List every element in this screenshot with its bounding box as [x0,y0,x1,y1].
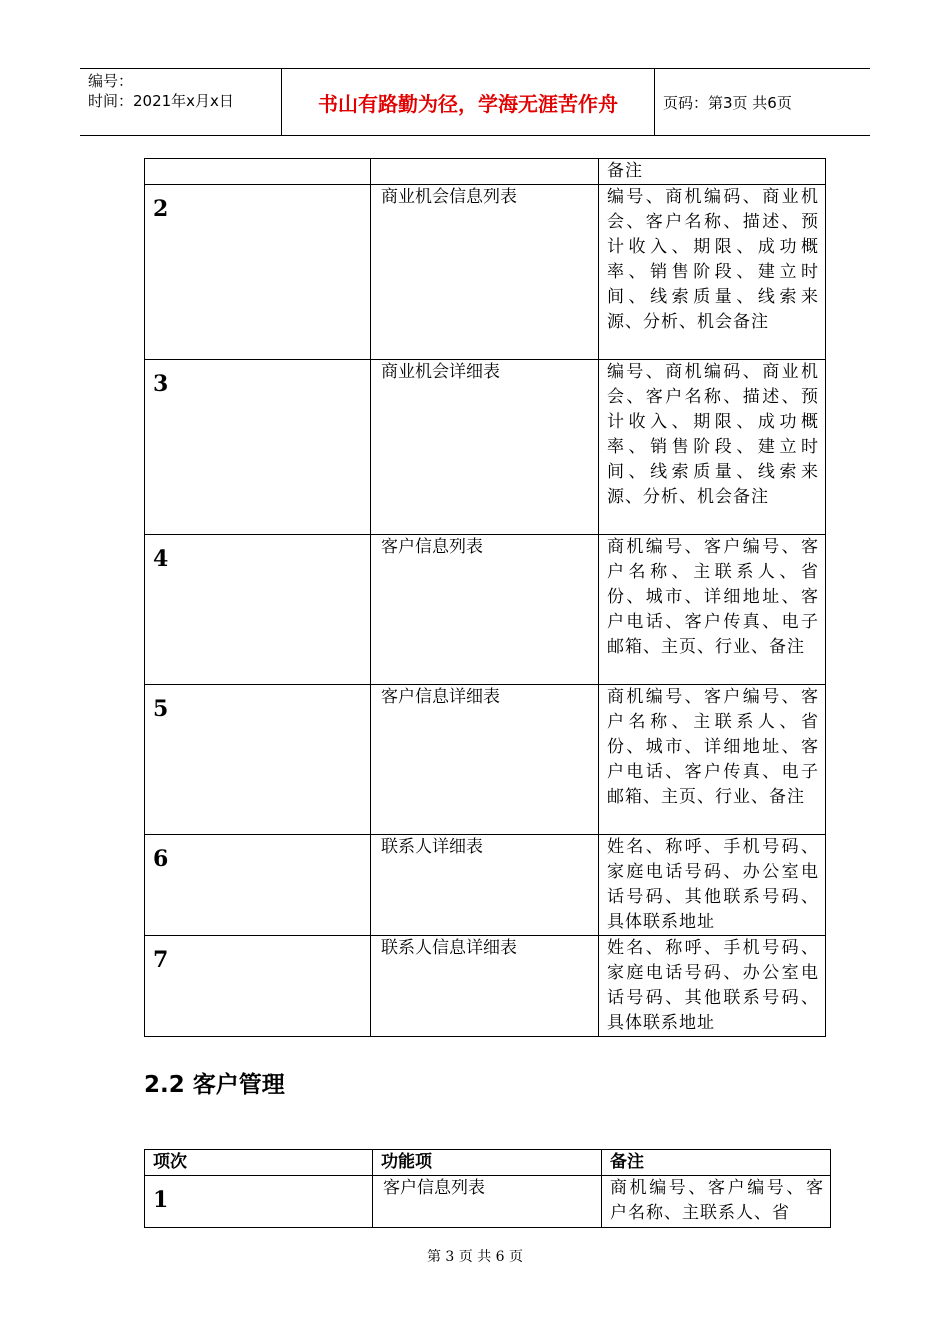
row-number: 6 [145,835,371,936]
table-row [145,1176,831,1228]
table-row [145,535,826,685]
column-header-item: 项次 [145,1150,373,1176]
page-footer: 第 3 页 共 6 页 [426,1249,524,1265]
row-function: 客户信息详细表 [371,685,599,835]
table-row [145,159,826,185]
row-number: 5 [145,685,371,835]
row-number: 1 [145,1176,373,1228]
table-header-row [145,1150,831,1176]
column-header-function: 功能项 [373,1150,602,1176]
header-number: 编号： [88,72,134,90]
row-function: 商业机会详细表 [371,360,599,535]
header-page-number: 页码：第3页 共6页 [663,93,792,112]
row-function: 联系人信息详细表 [371,936,599,1037]
row-number: 4 [145,535,371,685]
table-row [145,185,826,360]
customer-management-table [144,1149,831,1228]
table-row [145,685,826,835]
row-note: 商机编号、客户编号、客户名称、主联系人、省份、城市、详细地址、客户电话、客户传真、电子邮箱、主页、行业、备注 [599,685,826,835]
header-motto: 书山有路勤为径，学海无涯苦作舟 [282,69,655,135]
row-note: 编号、商机编码、商业机会、客户名称、描述、预计收入、期限、成功概率、销售阶段、建立时间、线索质量、线索来源、分析、机会备注 [599,360,826,535]
row-note: 姓名、称呼、手机号码、家庭电话号码、办公室电话号码、其他联系号码、具体联系地址 [599,835,826,936]
row-number: 3 [145,360,371,535]
header-time: 时间：2021年x月x日 [88,92,234,110]
row-note: 商机编号、客户编号、客户名称、主联系人、省份、城市、详细地址、客户电话、客户传真、电子邮箱、主页、行业、备注 [599,535,826,685]
table-cell [145,159,371,185]
row-function: 客户信息列表 [371,535,599,685]
header-meta [80,69,282,135]
column-header-note: 备注 [602,1150,831,1176]
row-note: 商机编号、客户编号、客户名称、主联系人、省 [602,1176,831,1228]
table-cell-note: 备注 [599,159,826,185]
function-table-continued [144,158,826,1037]
row-note: 编号、商机编码、商业机会、客户名称、描述、预计收入、期限、成功概率、销售阶段、建立时间、线索质量、线索来源、分析、机会备注 [599,185,826,360]
table-cell [371,159,599,185]
page-header [80,68,870,136]
row-number: 2 [145,185,371,360]
table-row [145,835,826,936]
row-number: 7 [145,936,371,1037]
section-title: 2.2 客户管理 [144,1072,285,1098]
row-function: 客户信息列表 [373,1176,602,1228]
table-row [145,360,826,535]
row-function: 联系人详细表 [371,835,599,936]
row-function: 商业机会信息列表 [371,185,599,360]
row-note: 姓名、称呼、手机号码、家庭电话号码、办公室电话号码、其他联系号码、具体联系地址 [599,936,826,1037]
table-row [145,936,826,1037]
